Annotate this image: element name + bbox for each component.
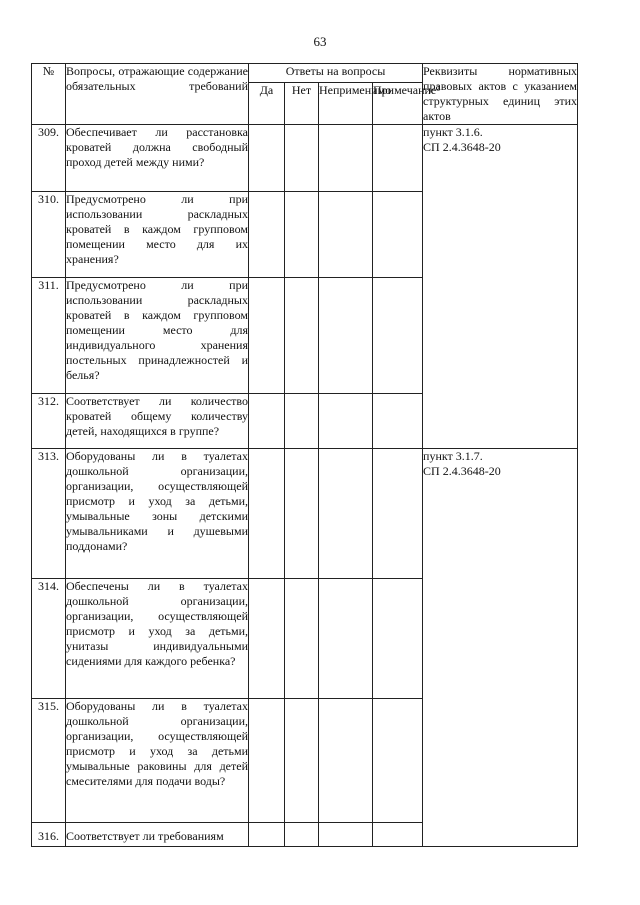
row-number: 311. (32, 278, 66, 394)
row-question: Обеспечивает ли расстановка кроватей должна свободный проход детей между ними? (66, 125, 249, 192)
row-number: 309. (32, 125, 66, 192)
answer-na-cell[interactable] (319, 823, 373, 847)
answer-note-cell[interactable] (373, 192, 423, 278)
answer-yes-cell[interactable] (249, 125, 285, 192)
header-answers-group: Ответы на вопросы (249, 64, 423, 83)
answer-no-cell[interactable] (285, 579, 319, 699)
requisite-act: СП 2.4.3648-20 (423, 464, 501, 478)
answer-na-cell[interactable] (319, 579, 373, 699)
row-question: Оборудованы ли в туалетах дошкольной организации, организации, осуществляющей присмотр и уход за детьми, умывальные зоны детскими умывальниками и душевыми поддонами? (66, 449, 249, 579)
row-question: Соответствует ли количество кроватей общему количеству детей, находящихся в группе? (66, 394, 249, 449)
row-number: 316. (32, 823, 66, 847)
row-number: 313. (32, 449, 66, 579)
answer-na-cell[interactable] (319, 125, 373, 192)
answer-na-cell[interactable] (319, 449, 373, 579)
answer-yes-cell[interactable] (249, 579, 285, 699)
checklist-table (31, 63, 578, 847)
table-row (32, 449, 578, 579)
requisite-clause: пункт 3.1.7. (423, 449, 483, 463)
answer-yes-cell[interactable] (249, 278, 285, 394)
answer-na-cell[interactable] (319, 699, 373, 823)
answer-note-cell[interactable] (373, 449, 423, 579)
answer-yes-cell[interactable] (249, 823, 285, 847)
row-question: Обеспечены ли в туалетах дошкольной организации, организации, осуществляющей присмотр и уход за детьми, унитазы индивидуальными сидениями для каждого ребенка? (66, 579, 249, 699)
answer-note-cell[interactable] (373, 699, 423, 823)
answer-no-cell[interactable] (285, 125, 319, 192)
row-question: Соответствует ли требованиям (66, 823, 249, 847)
answer-no-cell[interactable] (285, 449, 319, 579)
header-answer-yes: Да (249, 83, 285, 125)
answer-yes-cell[interactable] (249, 699, 285, 823)
answer-no-cell[interactable] (285, 823, 319, 847)
table-row (32, 125, 578, 192)
answer-na-cell[interactable] (319, 394, 373, 449)
requisite-cell (423, 125, 578, 449)
answer-note-cell[interactable] (373, 823, 423, 847)
row-number: 312. (32, 394, 66, 449)
header-answer-na: Неприменимо (319, 83, 373, 125)
header-requisites: Реквизиты нормативных правовых актов с указанием структурных единиц этих актов (423, 64, 578, 123)
answer-no-cell[interactable] (285, 394, 319, 449)
answer-note-cell[interactable] (373, 394, 423, 449)
requisite-act: СП 2.4.3648-20 (423, 140, 501, 154)
header-answer-note: Примечание² (373, 83, 423, 125)
header-questions: Вопросы, отражающие содержание обязательных требований (66, 64, 249, 125)
header-answer-no: Нет (285, 83, 319, 125)
row-question: Оборудованы ли в туалетах дошкольной организации, организации, осуществляющей присмотр и уход за детьми умывальные раковины для детей смесителями для подачи воды? (66, 699, 249, 823)
row-question: Предусмотрено ли при использовании раскладных кроватей в каждом групповом помещении место для индивидуального хранения постельных принадлежностей и белья? (66, 278, 249, 394)
answer-no-cell[interactable] (285, 699, 319, 823)
requisite-cell (423, 449, 578, 847)
row-number: 315. (32, 699, 66, 823)
answer-no-cell[interactable] (285, 278, 319, 394)
answer-no-cell[interactable] (285, 192, 319, 278)
row-question: Предусмотрено ли при использовании раскладных кроватей в каждом групповом помещении место для их хранения? (66, 192, 249, 278)
answer-yes-cell[interactable] (249, 192, 285, 278)
answer-yes-cell[interactable] (249, 449, 285, 579)
header-num: № (32, 64, 66, 125)
row-number: 314. (32, 579, 66, 699)
answer-yes-cell[interactable] (249, 394, 285, 449)
answer-note-cell[interactable] (373, 579, 423, 699)
answer-note-cell[interactable] (373, 278, 423, 394)
answer-note-cell[interactable] (373, 125, 423, 192)
answer-na-cell[interactable] (319, 278, 373, 394)
requisite-clause: пункт 3.1.6. (423, 125, 483, 139)
row-number: 310. (32, 192, 66, 278)
answer-na-cell[interactable] (319, 192, 373, 278)
page-number: 63 (313, 34, 327, 49)
